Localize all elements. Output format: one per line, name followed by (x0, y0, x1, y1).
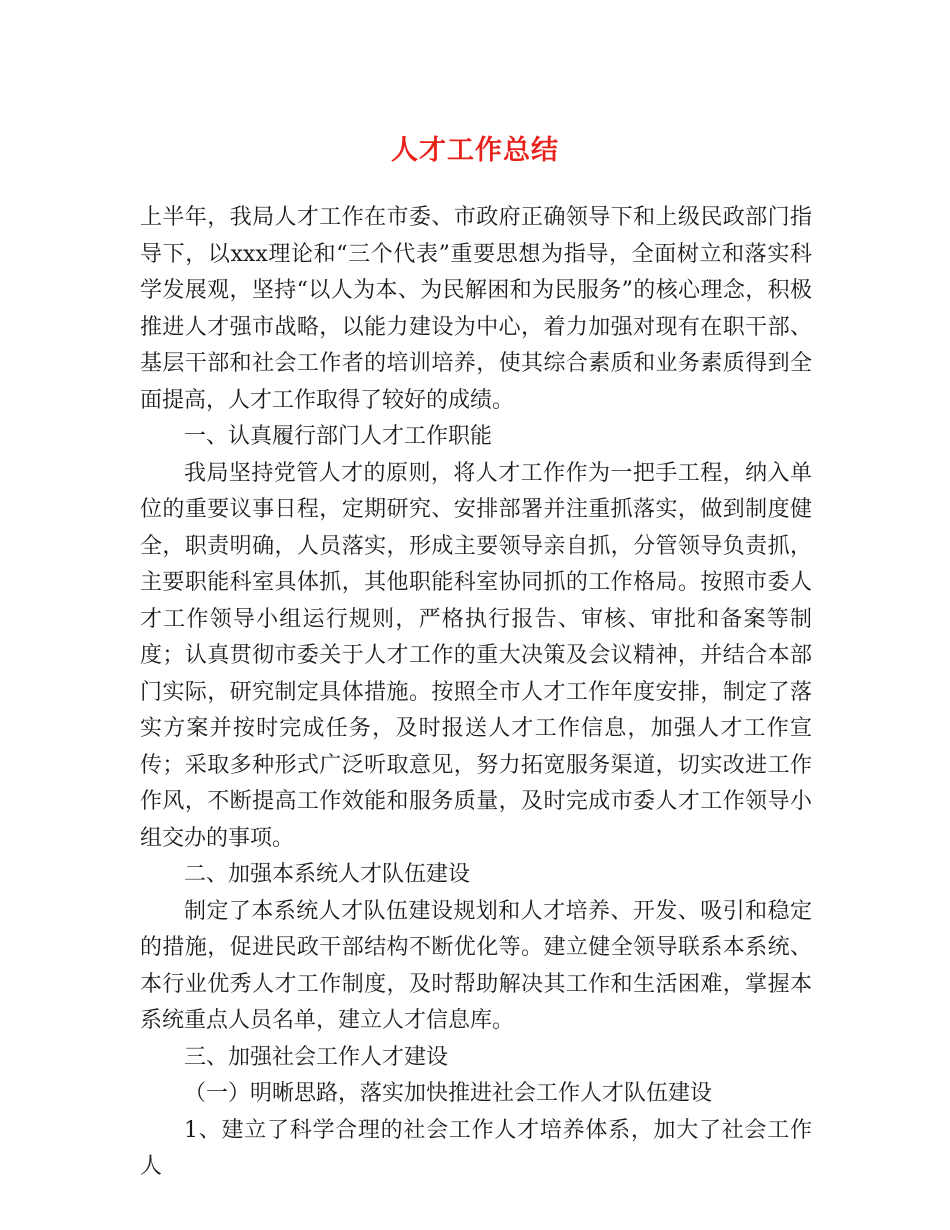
paragraph-section-1: 我局坚持党管人才的原则，将人才工作作为一把手工程，纳入单位的重要议事日程，定期研究、安排部署并注重抓落实，做到制度健全，职责明确，人员落实，形成主要领导亲自抓，分管领导负责抓，主要职能科室具体抓，其他职能科室协同抓的工作格局。按照市委人才工作领导小组运行规则，严格执行报告、审核、审批和备案等制度；认真贯彻市委关于人才工作的重大决策及会议精神，并结合本部门实际，研究制定具体措施。按照全市人才工作年度安排，制定了落实方案并按时完成任务，及时报送人才工作信息，加强人才工作宣传；采取多种形式广泛听取意见，努力拓宽服务渠道，切实改进工作作风，不断提高工作效能和服务质量，及时完成市委人才工作领导小组交办的事项。 (140, 460, 812, 851)
section-heading-2: 二、加强本系统人才队伍建设 (184, 862, 471, 887)
section-heading-3: 三、加强社会工作人才建设 (184, 1044, 449, 1070)
document-title: 人才工作总结 (391, 135, 559, 166)
subsection-heading-3-1: （一）明晰思路，落实加快推进社会工作人才队伍建设 (184, 1081, 713, 1106)
paragraph-item-1: 1、建立了科学合理的社会工作人才培养体系，加大了社会工作人 (140, 1117, 812, 1179)
paragraph-intro: 上半年，我局人才工作在市委、市政府正确领导下和上级民政部门指导下，以xxx理论和“三个代表”重要思想为指导，全面树立和落实科学发展观，坚持“以人为本、为民解困和为民服务”的核心理念，积极推进人才强市战略，以能力建设为中心，着力加强对现有在职干部、基层干部和社会工作者的培训培养，使其综合素质和业务素质得到全面提高，人才工作取得了较好的成绩。 (140, 205, 812, 413)
document-body (140, 200, 812, 1186)
paragraph-section-2: 制定了本系统人才队伍建设规划和人才培养、开发、吸引和稳定的措施，促进民政干部结构不断优化等。建立健全领导联系本系统、本行业优秀人才工作制度，及时帮助解决其工作和生活困难，掌握本系统重点人员名单，建立人才信息库。 (140, 898, 812, 1033)
section-heading-1: 一、认真履行部门人才工作职能 (184, 424, 493, 449)
